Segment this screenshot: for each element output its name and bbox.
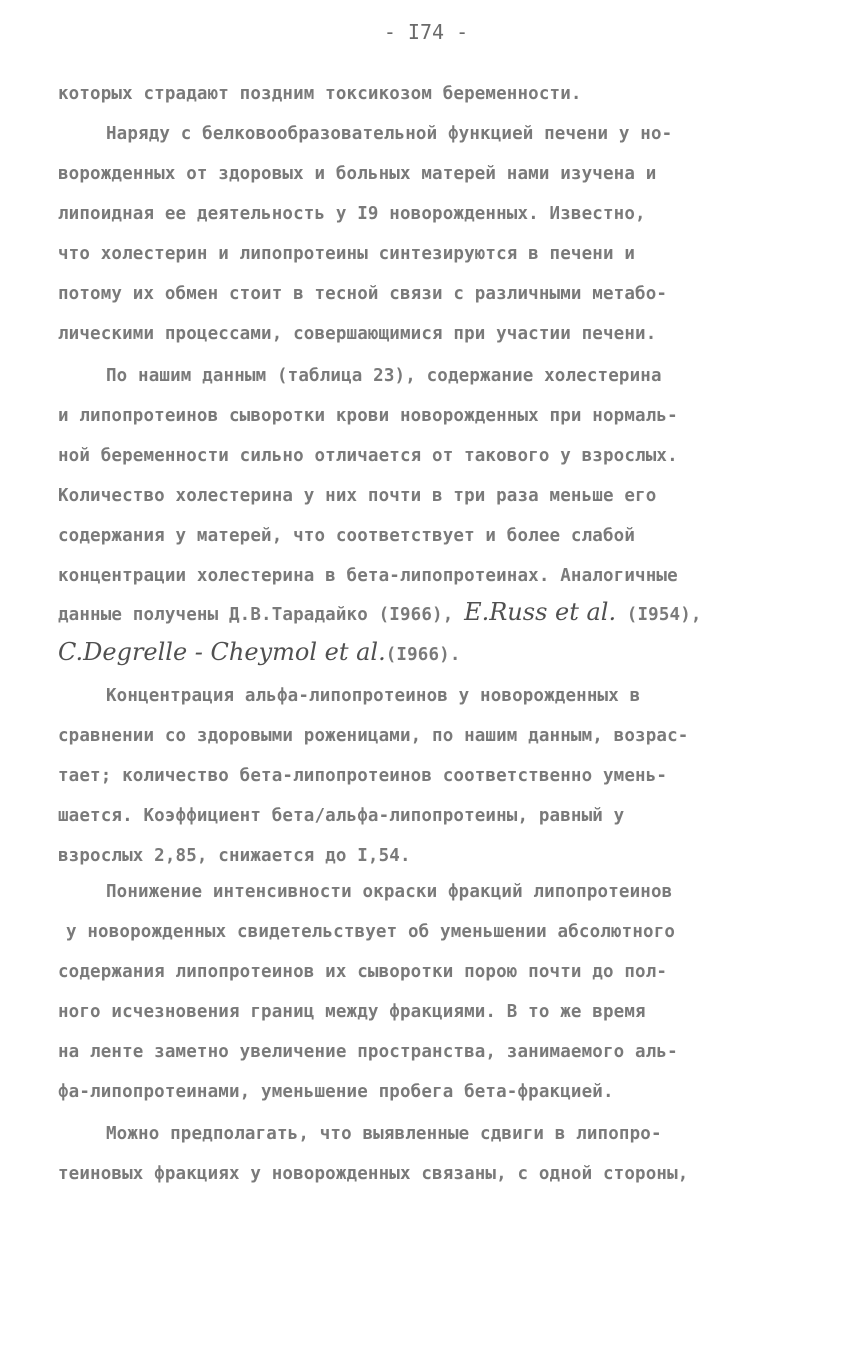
- text-line: которых страдают поздним токсикозом беременности.: [58, 84, 582, 104]
- text-line: у новорожденных свидетельствует об уменьшении абсолютного: [66, 922, 676, 942]
- text-segment: данные получены Д.В.Тарадайко (I966),: [58, 605, 465, 625]
- text-line: сравнении со здоровыми роженицами, по нашим данным, возрас-: [58, 726, 689, 746]
- text-line: что холестерин и липопротеины синтезируются в печени и: [58, 244, 636, 264]
- page-number: - I74 -: [383, 20, 469, 44]
- text-line: Понижение интенсивности окраски фракций липопротеинов: [106, 882, 673, 902]
- text-line: на ленте заметно увеличение пространства, занимаемого аль-: [58, 1042, 678, 1062]
- text-line: тает; количество бета-липопротеинов соответственно умень-: [58, 766, 668, 786]
- handwritten-citation: C.Degrelle - Cheymol et al.: [58, 638, 386, 666]
- text-segment: (I954),: [616, 605, 702, 625]
- text-line: потому их обмен стоит в тесной связи с различными метабо-: [58, 284, 668, 304]
- text-line: содержания у матерей, что соответствует и более слабой: [58, 526, 636, 546]
- handwritten-citation: E.Russ et al.: [464, 598, 617, 626]
- text-line: Наряду с белковообразовательной функцией печени у но-: [106, 124, 673, 144]
- text-line: теиновых фракциях у новорожденных связаны, с одной стороны,: [58, 1164, 689, 1184]
- text-line: ной беременности сильно отличается от такового у взрослых.: [58, 446, 678, 466]
- text-line-with-handwriting: [58, 638, 461, 666]
- text-line: концентрации холестерина в бета-липопротеинах. Аналогичные: [58, 566, 678, 586]
- text-line: липоидная ее деятельность у I9 новорожденных. Известно,: [58, 204, 646, 224]
- text-segment: (I966).: [385, 645, 461, 665]
- text-line-with-handwriting: [58, 598, 702, 626]
- text-line: взрослых 2,85, снижается до I,54.: [58, 846, 411, 866]
- text-line: и липопротеинов сыворотки крови новорожденных при нормаль-: [58, 406, 678, 426]
- text-line: Можно предполагать, что выявленные сдвиги в липопро-: [106, 1124, 662, 1144]
- text-line: Количество холестерина у них почти в три раза меньше его: [58, 486, 657, 506]
- text-line: фа-липопротеинами, уменьшение пробега бета-фракцией.: [58, 1082, 614, 1102]
- text-line: ворожденных от здоровых и больных матерей нами изучена и: [58, 164, 657, 184]
- text-line: шается. Коэффициент бета/альфа-липопротеины, равный у: [58, 806, 625, 826]
- text-line: лическими процессами, совершающимися при участии печени.: [58, 324, 657, 344]
- text-line: По нашим данным (таблица 23), содержание холестерина: [106, 366, 662, 386]
- text-line: содержания липопротеинов их сыворотки порою почти до пол-: [58, 962, 668, 982]
- text-line: ного исчезновения границ между фракциями. В то же время: [58, 1002, 646, 1022]
- text-line: Концентрация альфа-липопротеинов у новорожденных в: [106, 686, 641, 706]
